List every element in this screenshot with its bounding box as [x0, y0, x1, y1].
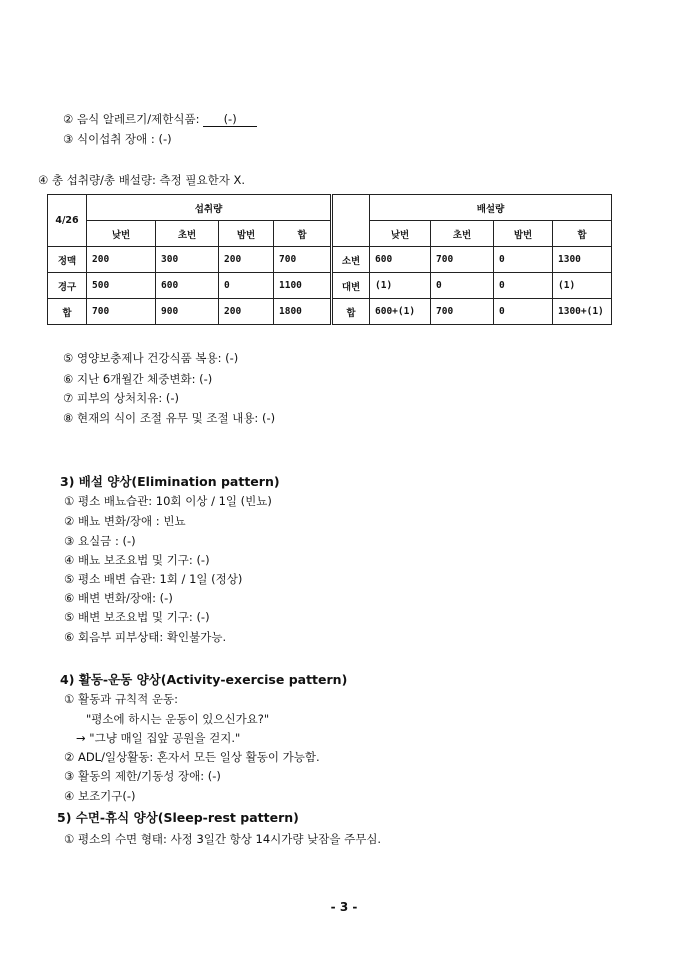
table-cell: 700: [274, 247, 332, 273]
table-cell: 700: [431, 247, 494, 273]
intake-shift: 합: [274, 221, 332, 247]
table-cell: 1300: [553, 247, 612, 273]
intake-row-label: 합: [48, 299, 87, 325]
nutrition-item: ⑤ 영양보충제나 건강식품 복용: (-): [63, 351, 239, 365]
page-number: - 3 -: [330, 900, 358, 914]
output-header: 배설량: [370, 195, 612, 221]
shift-row: [48, 221, 612, 247]
table-header-row: [48, 195, 612, 221]
intake-row-label: 정맥: [48, 247, 87, 273]
activity-heading: 4) 활동-운동 양상(Activity-exercise pattern): [60, 672, 348, 687]
intake-row-label: 경구: [48, 273, 87, 299]
table-cell: 0: [494, 247, 553, 273]
table-cell: 700: [431, 299, 494, 325]
allergy-line: [63, 111, 257, 127]
sleep-heading: 5) 수면-휴식 양상(Sleep-rest pattern): [57, 810, 299, 825]
output-shift: 낮번: [370, 221, 431, 247]
table-cell: 200: [87, 247, 156, 273]
table-cell: 600+(1): [370, 299, 431, 325]
table-row: [48, 273, 612, 299]
io-measure: ④ 총 섭취량/총 배설량: 측정 필요한자 X.: [38, 173, 246, 187]
elimination-item: ⑥ 배변 변화/장애: (-): [64, 591, 173, 605]
activity-item: ③ 활동의 제한/기동성 장애: (-): [64, 769, 221, 783]
intake-output-table: [47, 194, 612, 325]
activity-item: ② ADL/일상활동: 혼자서 모든 일상 활동이 가능함.: [64, 750, 320, 764]
table-cell: 500: [87, 273, 156, 299]
table-cell: 600: [156, 273, 219, 299]
activity-item: ① 활동과 규칙적 운동:: [64, 692, 179, 706]
table-cell: 300: [156, 247, 219, 273]
elimination-item: ① 평소 배뇨습관: 10회 이상 / 1일 (빈뇨): [64, 494, 272, 508]
nutrition-item: ⑧ 현재의 식이 조절 유무 및 조절 내용: (-): [63, 411, 276, 425]
table-cell: 0: [494, 299, 553, 325]
elimination-item: ⑤ 평소 배변 습관: 1회 / 1일 (정상): [64, 572, 243, 586]
output-shift: 초번: [431, 221, 494, 247]
table-cell: (1): [553, 273, 612, 299]
elimination-heading: 3) 배설 양상(Elimination pattern): [60, 474, 280, 489]
output-row-label: 대변: [332, 273, 370, 299]
intake-header: 섭취량: [87, 195, 332, 221]
nutrition-item: ⑥ 지난 6개월간 체중변화: (-): [63, 372, 213, 386]
table-row: [48, 247, 612, 273]
table-cell: 1300+(1): [553, 299, 612, 325]
table-cell: 600: [370, 247, 431, 273]
elimination-item: ③ 요실금 : (-): [64, 534, 136, 548]
table-cell: 1100: [274, 273, 332, 299]
elimination-item: ⑤ 배변 보조요법 및 기구: (-): [64, 610, 210, 624]
table-cell: 0: [219, 273, 274, 299]
output-label-blank: [332, 195, 370, 247]
output-shift: 밤번: [494, 221, 553, 247]
table-cell: 200: [219, 247, 274, 273]
intake-shift: 밤번: [219, 221, 274, 247]
intake-difficulty: ③ 식이섭취 장애 : (-): [63, 132, 172, 146]
table-date: 4/26: [48, 195, 87, 247]
activity-question: "평소에 하시는 운동이 있으신가요?": [86, 712, 270, 726]
nutrition-item: ⑦ 피부의 상처치유: (-): [63, 391, 180, 405]
intake-shift: 초번: [156, 221, 219, 247]
table-cell: 1800: [274, 299, 332, 325]
output-row-label: 소변: [332, 247, 370, 273]
table-cell: 700: [87, 299, 156, 325]
sleep-item: ① 평소의 수면 형태: 사정 3일간 항상 14시가량 낮잠을 주무심.: [64, 832, 382, 846]
table-cell: 900: [156, 299, 219, 325]
table-cell: (1): [370, 273, 431, 299]
activity-item: ④ 보조기구(-): [64, 789, 136, 803]
intake-shift: 낮번: [87, 221, 156, 247]
elimination-item: ④ 배뇨 보조요법 및 기구: (-): [64, 553, 210, 567]
allergy-label: ② 음식 알레르기/제한식품:: [63, 112, 204, 126]
table-cell: 200: [219, 299, 274, 325]
activity-answer: → "그냥 매일 집앞 공원을 걷지.": [76, 731, 241, 745]
output-shift: 합: [553, 221, 612, 247]
table-cell: 0: [494, 273, 553, 299]
elimination-item: ⑥ 회음부 피부상태: 확인불가능.: [64, 630, 227, 644]
elimination-item: ② 배뇨 변화/장애 : 빈뇨: [64, 514, 186, 528]
allergy-value: (-): [203, 112, 257, 127]
table-cell: 0: [431, 273, 494, 299]
output-row-label: 합: [332, 299, 370, 325]
table-row: [48, 299, 612, 325]
